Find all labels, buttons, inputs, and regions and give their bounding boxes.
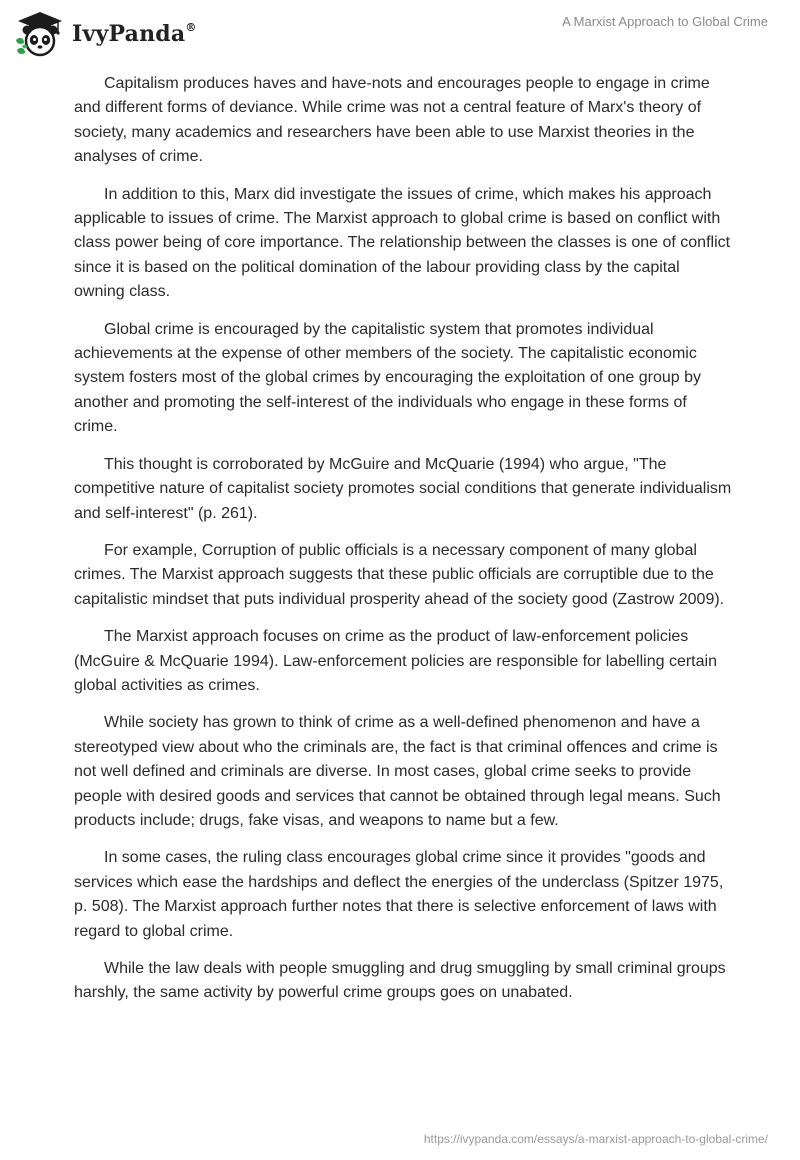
paragraph: For example, Corruption of public officials is a necessary component of many global crimes. The Marxist approach suggests that these public officials are corruptible due to the capitalistic mindset that puts individual prosperity ahead of the society good (Zastrow 2009). [74, 541, 725, 608]
paragraph: Capitalism produces haves and have-nots and encourages people to engage in crime and different forms of deviance. While crime was not a central feature of Marx's theory of society, many academics and researchers have been able to use Marxist theories in the analyses of crime. [74, 75, 710, 166]
paragraph: In some cases, the ruling class encourages global crime since it provides "goods and services which ease the hardships and deflect the energies of the underclass (Spitzer 1975, p. 508). The Marxist approach further notes that there is selective enforcement of laws with regard to global crime. [74, 849, 724, 940]
paragraph: Global crime is encouraged by the capitalistic system that promotes individual achievements at the expense of other members of the society. The capitalistic economic system fosters most of the global crimes by encouraging the exploitation of one group by another and promoting the self-interest of the individuals who engage in these forms of crime. [74, 320, 702, 436]
document-title: A Marxist Approach to Global Crime [562, 14, 768, 29]
paragraph: The Marxist approach focuses on crime as the product of law-enforcement policies (McGuire & McQuarie 1994). Law-enforcement policies are responsible for labelling certain global activities as crimes. [74, 628, 717, 694]
essay-body [74, 72, 734, 1019]
paragraph: While the law deals with people smuggling and drug smuggling by small criminal groups harshly, the same activity by powerful crime groups goes on unabated. [74, 960, 726, 1002]
paragraph: In addition to this, Marx did investigate the issues of crime, which makes his approach applicable to issues of crime. The Marxist approach to global crime is based on conflict with class power being of core importance. The relationship between the classes is one of conflict since it is based on the political domination of the labour providing class by the capital owning class. [74, 185, 731, 301]
panda-graduate-logo-icon [14, 10, 66, 58]
source-url[interactable]: https://ivypanda.com/essays/a-marxist-approach-to-global-crime/ [423, 1132, 768, 1146]
ivypanda-logo[interactable] [14, 8, 197, 60]
brand-name [72, 21, 197, 47]
paragraph: This thought is corroborated by McGuire and McQuarie (1994) who argue, "The competitive nature of capitalist society promotes social conditions that generate individualism and self-interest" (p. 261). [74, 455, 732, 522]
brand-text: IvyPanda [72, 21, 186, 47]
registered-mark: ® [185, 20, 197, 34]
page-header [0, 0, 800, 70]
paragraph: While society has grown to think of crime as a well-defined phenomenon and have a stereotyped view about who the criminals are, the fact is that criminal offences and crime is not well defined and criminals are diverse. In most cases, global crime seeks to provide people with desired goods and services that cannot be obtained through legal means. Such products include; drugs, fake visas, and weapons to name but a few. [74, 714, 721, 829]
